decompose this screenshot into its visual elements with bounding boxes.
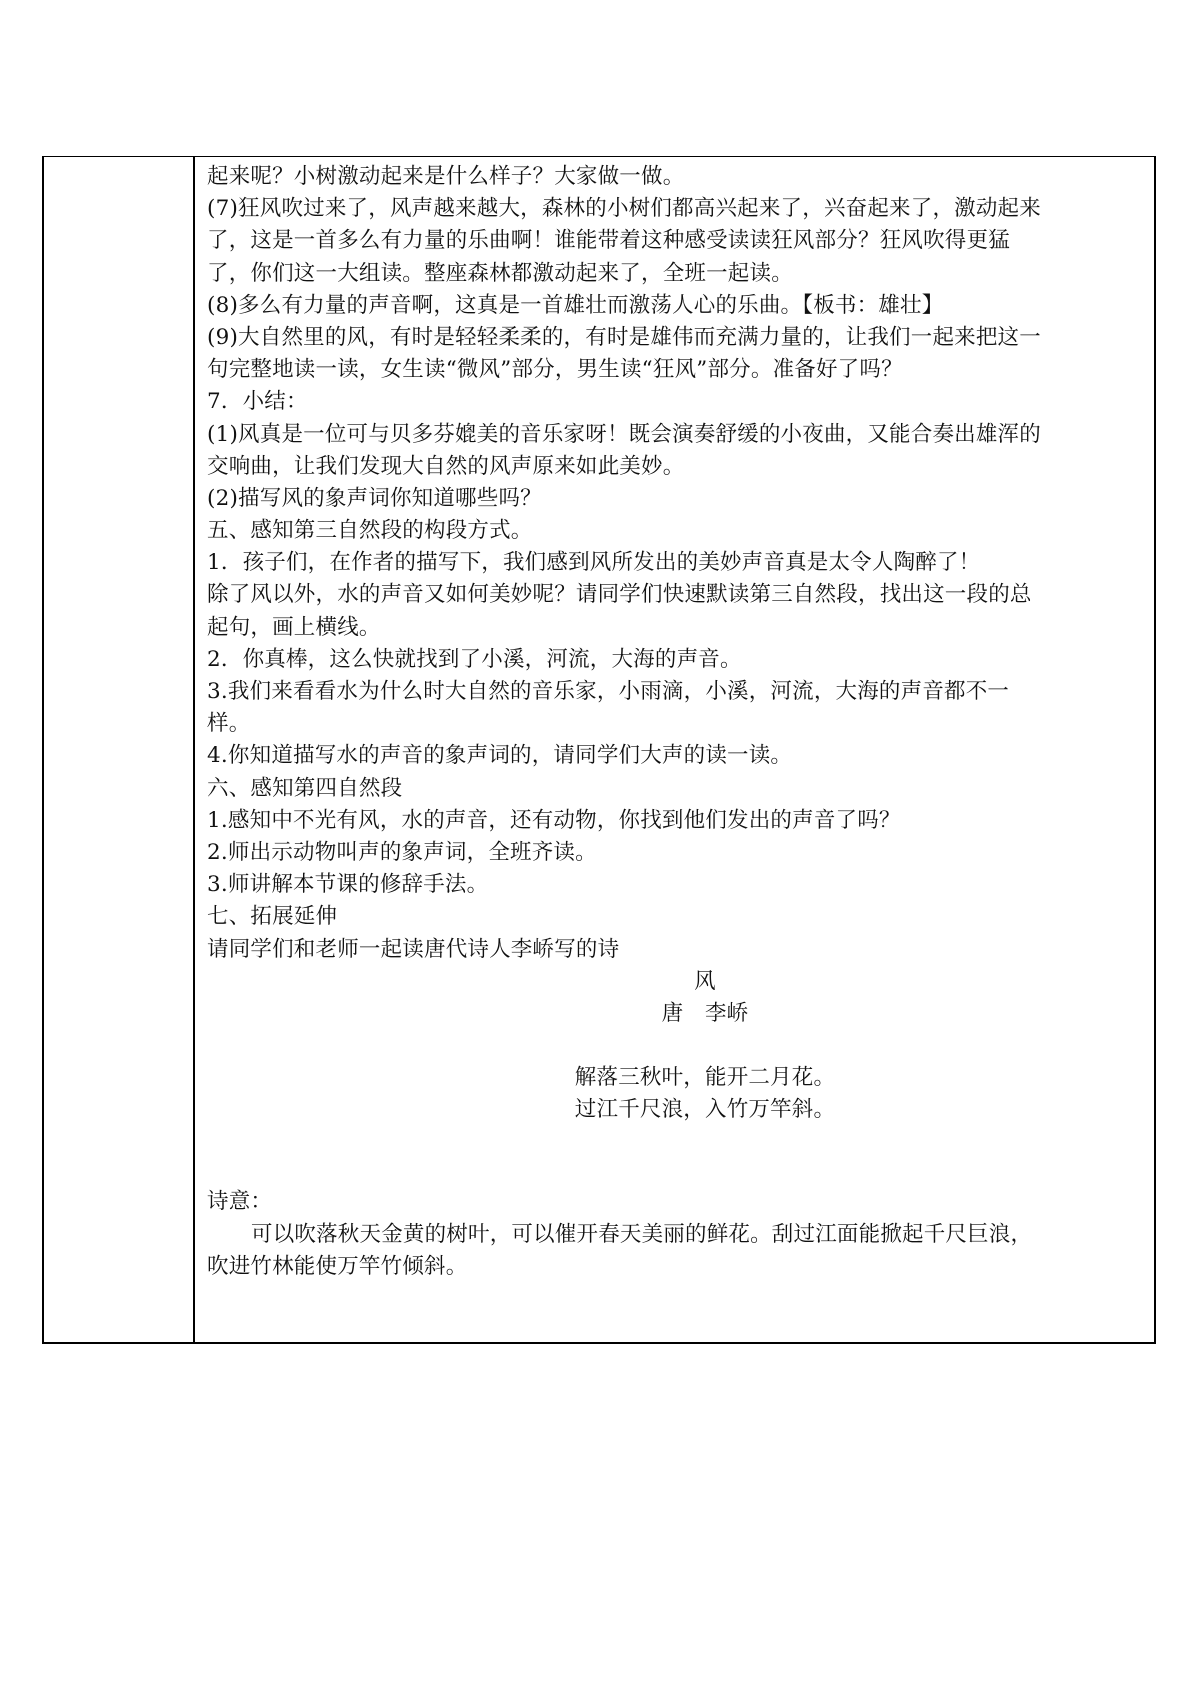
- poem-gap: [207, 1030, 1149, 1062]
- paragraph-line: (2)描写风的象声词你知道哪些吗？: [207, 485, 542, 511]
- poem-title: 风: [694, 968, 716, 994]
- paragraph-line: 起句，画上横线。: [207, 614, 381, 640]
- paragraph-line: 交响曲，让我们发现大自然的风声原来如此美妙。: [207, 453, 685, 479]
- section-heading: 7．小结：: [207, 389, 308, 415]
- section-heading: 五、感知第三自然段的构段方式。: [207, 518, 533, 544]
- paragraph-line: 了，你们这一大组读。整座森林都激动起来了，全班一起读。: [207, 260, 793, 286]
- paragraph-line: 2．你真棒，这么快就找到了小溪，河流，大海的声音。: [207, 646, 742, 672]
- paragraph-line: (7)狂风吹过来了，风声越来越大，森林的小树们都高兴起来了，兴奋起来了，激动起来: [207, 196, 1041, 222]
- meaning-gap: [207, 1126, 1149, 1186]
- table-left-cell: [44, 157, 195, 1342]
- lesson-content: [207, 161, 1149, 1283]
- paragraph-line: (8)多么有力量的声音啊，这真是一首雄壮而激荡人心的乐曲。【板书：雄壮】: [207, 292, 944, 318]
- paragraph-line: 请同学们和老师一起读唐代诗人李峤写的诗: [207, 936, 620, 962]
- poem-line: 解落三秋叶，能开二月花。: [574, 1065, 836, 1091]
- paragraph-line: 除了风以外，水的声音又如何美妙呢？请同学们快速默读第三自然段，找出这一段的总: [207, 582, 1032, 608]
- meaning-label: 诗意：: [207, 1189, 273, 1215]
- paragraph-line: 3.我们来看看水为什么时大自然的音乐家，小雨滴，小溪，河流，大海的声音都不一: [207, 679, 1010, 704]
- paragraph-line: 3.师讲解本节课的修辞手法。: [207, 872, 489, 898]
- paragraph-line: (1)风真是一位可与贝多芬媲美的音乐家呀！既会演奏舒缓的小夜曲，又能合奏出雄浑的: [207, 421, 1041, 447]
- paragraph-line: 了，这是一首多么有力量的乐曲啊！谁能带着这种感受读读狂风部分？狂风吹得更猛: [207, 228, 1010, 254]
- paragraph-line: 起来呢？小树激动起来是什么样子？大家做一做。: [207, 164, 685, 189]
- paragraph-line: 1.感知中不光有风，水的声音，还有动物，你找到他们发出的声音了吗？: [207, 807, 901, 833]
- paragraph-line: (9)大自然里的风，有时是轻轻柔柔的，有时是雄伟而充满力量的，让我们一起来把这一: [207, 324, 1041, 350]
- meaning-text: 吹进竹林能使万竿竹倾斜。: [207, 1253, 468, 1279]
- section-heading: 六、感知第四自然段: [207, 775, 403, 801]
- paragraph-line: 句完整地读一读，女生读“微风”部分，男生读“狂风”部分。准备好了吗？: [207, 357, 903, 383]
- poem-author: 唐 李峤: [661, 1000, 749, 1026]
- poem-line: 过江千尺浪，入竹万竿斜。: [574, 1097, 836, 1123]
- paragraph-line: 2.师出示动物叫声的象声词，全班齐读。: [207, 839, 597, 865]
- lesson-table: [42, 156, 1156, 1344]
- paragraph-line: 4.你知道描写水的声音的象声词的，请同学们大声的读一读。: [207, 743, 793, 769]
- paragraph-line: 1．孩子们，在作者的描写下，我们感到风所发出的美妙声音真是太令人陶醉了！: [207, 550, 981, 576]
- section-heading: 七、拓展延伸: [207, 904, 338, 930]
- paragraph-line: 样。: [207, 711, 251, 737]
- meaning-text: 可以吹落秋天金黄的树叶，可以催开春天美丽的鲜花。刮过江面能掀起千尺巨浪，: [251, 1221, 1033, 1247]
